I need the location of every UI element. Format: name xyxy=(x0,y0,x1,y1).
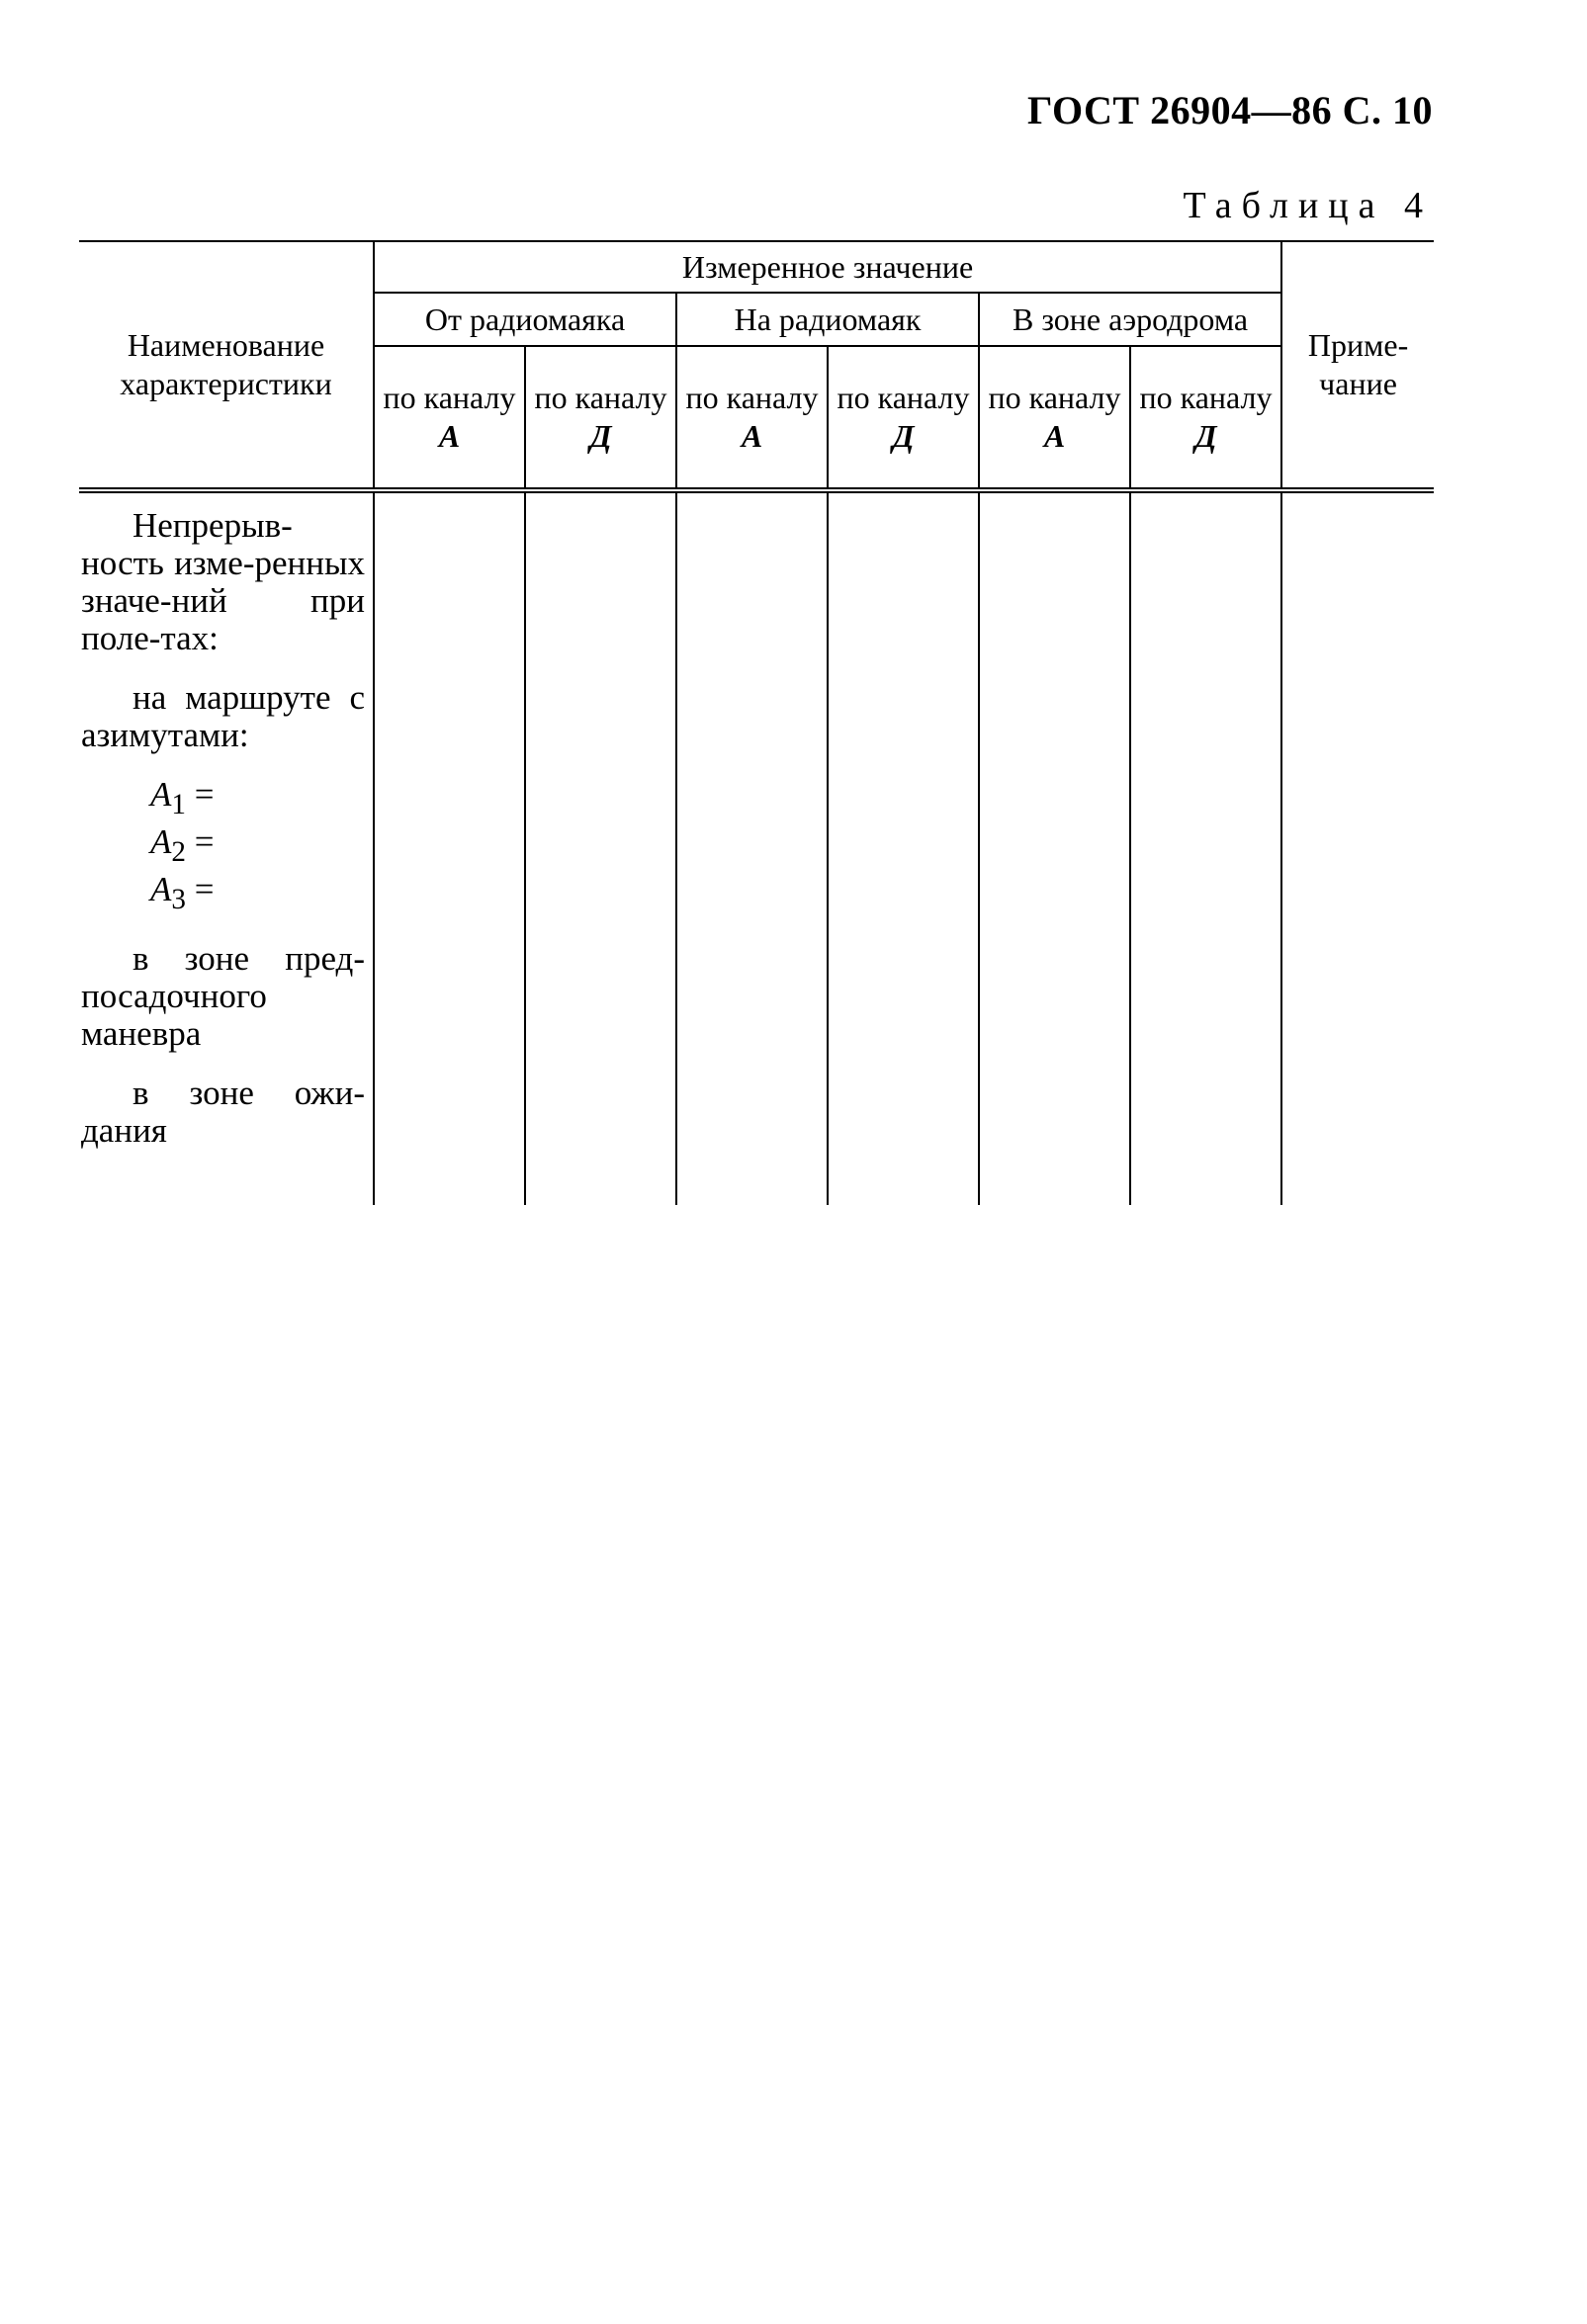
header-note: Приме-чание xyxy=(1281,241,1434,490)
header-characteristic-name: Наименование характеристики xyxy=(79,241,374,490)
channel-letter: А xyxy=(1043,418,1066,454)
channel-prefix: по каналу xyxy=(383,380,516,415)
channel-prefix: по каналу xyxy=(534,380,667,415)
table-caption: Таблица 4 xyxy=(1183,185,1433,226)
header-channel xyxy=(676,346,828,490)
header-channel xyxy=(525,346,676,490)
azimuth-item: $A_1$ = xyxy=(150,775,215,820)
value-cell xyxy=(979,490,1130,1205)
value-cell xyxy=(525,490,676,1205)
value-cell xyxy=(1130,490,1281,1205)
page-header: ГОСТ 26904—86 С. 10 xyxy=(1026,88,1433,132)
azimuth-item: $A_2$ = xyxy=(150,822,215,868)
note-cell xyxy=(1281,490,1434,1205)
channel-letter: А xyxy=(741,418,763,454)
value-cell xyxy=(676,490,828,1205)
channel-prefix: по каналу xyxy=(988,380,1121,415)
header-measured-value: Измеренное значение xyxy=(374,241,1281,293)
header-channel xyxy=(1130,346,1281,490)
row-route-text: на маршруте с азимутами: xyxy=(81,678,365,754)
azimuth-item: $A_3$ = xyxy=(150,870,215,915)
header-group-aerodrome-zone: В зоне аэродрома xyxy=(979,293,1281,346)
channel-prefix: по каналу xyxy=(685,380,819,415)
table-row xyxy=(79,490,1434,1205)
azimuth-list xyxy=(81,776,365,918)
channel-prefix: по каналу xyxy=(1139,380,1273,415)
header-channel xyxy=(828,346,979,490)
header-channel xyxy=(979,346,1130,490)
channel-letter: Д xyxy=(1194,418,1217,454)
header-channel xyxy=(374,346,525,490)
header-group-from-beacon: От радиомаяка xyxy=(374,293,676,346)
row-intro-text: Непрерыв-ность изме-ренных значе-ний при поле-тах: xyxy=(81,506,365,657)
row-holding-text: в зоне ожи-дания xyxy=(81,1074,365,1150)
channel-letter: Д xyxy=(892,418,915,454)
channel-prefix: по каналу xyxy=(837,380,970,415)
row-pre-landing-text: в зоне пред-посадочного маневра xyxy=(81,939,365,1053)
channel-letter: А xyxy=(438,418,461,454)
characteristic-cell xyxy=(79,490,374,1205)
channel-letter: Д xyxy=(589,418,612,454)
value-cell xyxy=(828,490,979,1205)
measurement-table xyxy=(79,240,1434,1205)
header-group-to-beacon: На радиомаяк xyxy=(676,293,979,346)
value-cell xyxy=(374,490,525,1205)
